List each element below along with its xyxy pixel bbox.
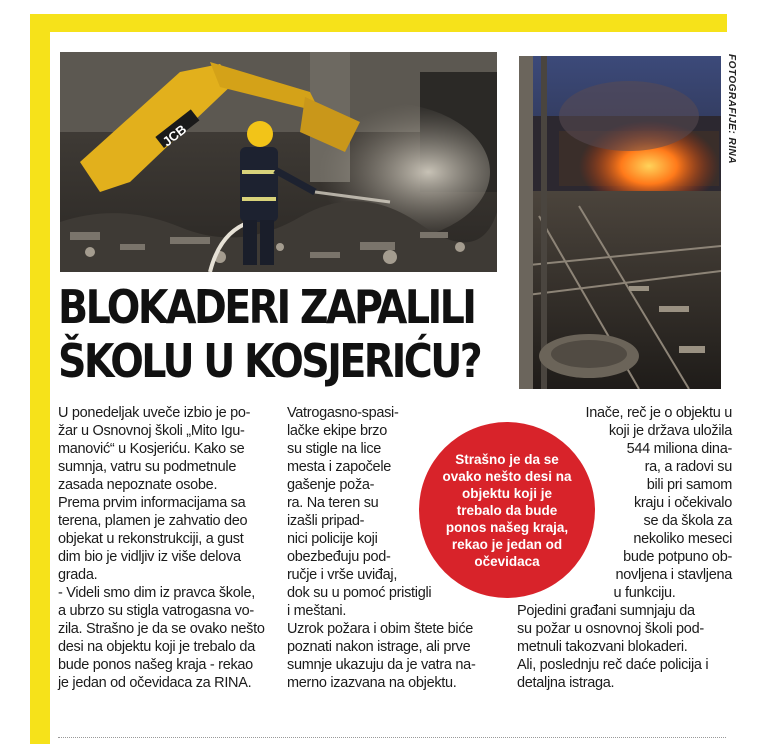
text-line: su stigle na lice — [287, 441, 382, 457]
text-line: gašenje poža- — [287, 477, 375, 493]
headline-line: ŠKOLU U KOSJERIĆU? — [58, 334, 481, 388]
yellow-frame-top — [30, 14, 727, 32]
text-line: nekoliko meseci — [633, 531, 732, 547]
text-line: sumnja, vatru su podmetnule — [58, 459, 237, 475]
text-line: bude potpuno ob- — [623, 549, 732, 565]
text-line: terena, plamen je zahvatio deo — [58, 513, 248, 529]
text-line: i meštani. — [287, 603, 347, 619]
text-line: izašli pripad- — [287, 513, 365, 529]
photo-credit: FOTOGRAFIJE: RINA — [726, 54, 737, 164]
text-line: desi na objektu koji je trebalo da — [58, 639, 255, 655]
text-line: U ponedeljak uveče izbio je po- — [58, 405, 251, 421]
text-line: dok su u pomoć pristigli — [287, 585, 432, 601]
text-line: su požar u osnovnoj školi pod- — [517, 621, 704, 637]
text-line: - Videli smo dim iz pravca škole, — [58, 585, 255, 601]
excavator-brand-label: JCB — [159, 121, 190, 150]
text-line: zila. Strašno je da se ovako nešto — [58, 621, 265, 637]
text-line: bili pri samom — [646, 477, 732, 493]
text-line: Uzrok požara i obim štete biće — [287, 621, 474, 637]
text-line: Vatrogasno-spasi- — [287, 405, 399, 421]
bottom-dotted-rule — [58, 737, 726, 738]
headline-line: BLOKADERI ZAPALILI — [58, 280, 475, 334]
article-column-1 — [58, 404, 273, 692]
text-line: detaljna istraga. — [517, 675, 615, 691]
text-line: žar u Osnovnoj školi „Mito Igu- — [58, 423, 245, 439]
text-line: ručje i vrše uviđaj, — [287, 567, 398, 583]
text-line: dim bio je vidljiv iz više delova — [58, 549, 241, 565]
headline — [58, 280, 481, 388]
text-line: ra, a radovi su — [644, 459, 732, 475]
text-line: koji je država uložila — [608, 423, 732, 439]
text-line: obezbeđuju pod- — [287, 549, 391, 565]
text-line: merno izazvana na objektu. — [287, 675, 457, 691]
text-line: a ubrzo su stigla vatrogasna vo- — [58, 603, 254, 619]
text-line: se da škola za — [643, 513, 732, 529]
text-line: zasada nepoznate osobe. — [58, 477, 218, 493]
text-line: kraju i očekivalo — [633, 495, 732, 511]
text-line: Ali, poslednju reč daće policija i — [517, 657, 709, 673]
text-line: nici policije koji — [287, 531, 378, 547]
text-line: grada. — [58, 567, 98, 583]
text-line: Inače, reč je o objektu u — [585, 405, 732, 421]
text-line: lačke ekipe brzo — [287, 423, 387, 439]
text-line: 544 miliona dina- — [626, 441, 732, 457]
photo-firefighter-excavator — [60, 52, 497, 272]
yellow-frame-left — [30, 14, 50, 744]
text-line: bude ponos našeg kraja - rekao — [58, 657, 253, 673]
pull-quote-circle — [419, 422, 595, 598]
pull-quote-text: Strašno je da se ovako nešto desi na objektu koji je trebalo da bude ponos našeg kraja, rekao je jedan od očevidaca — [442, 451, 572, 569]
text-line: Prema prvim informacijama sa — [58, 495, 246, 511]
text-line: manović“ u Kosjeriću. Kako se — [58, 441, 245, 457]
text-line: novljena i stavljena — [615, 567, 732, 583]
text-line: mesta i započele — [287, 459, 392, 475]
text-line: metnuli takozvani blokaderi. — [517, 639, 688, 655]
text-line: ra. Na teren su — [287, 495, 379, 511]
text-line: Pojedini građani sumnjaju da — [517, 603, 695, 619]
text-line: objekat u rekonstrukciji, a gust — [58, 531, 244, 547]
photo-night-fire — [519, 56, 721, 389]
text-line: sumnje ukazuju da je vatra na- — [287, 657, 476, 673]
text-line: je jedan od očevidaca za RINA. — [58, 675, 252, 691]
text-line: poznati nakon istrage, ali prve — [287, 639, 471, 655]
text-line: u funkciju. — [613, 585, 676, 601]
